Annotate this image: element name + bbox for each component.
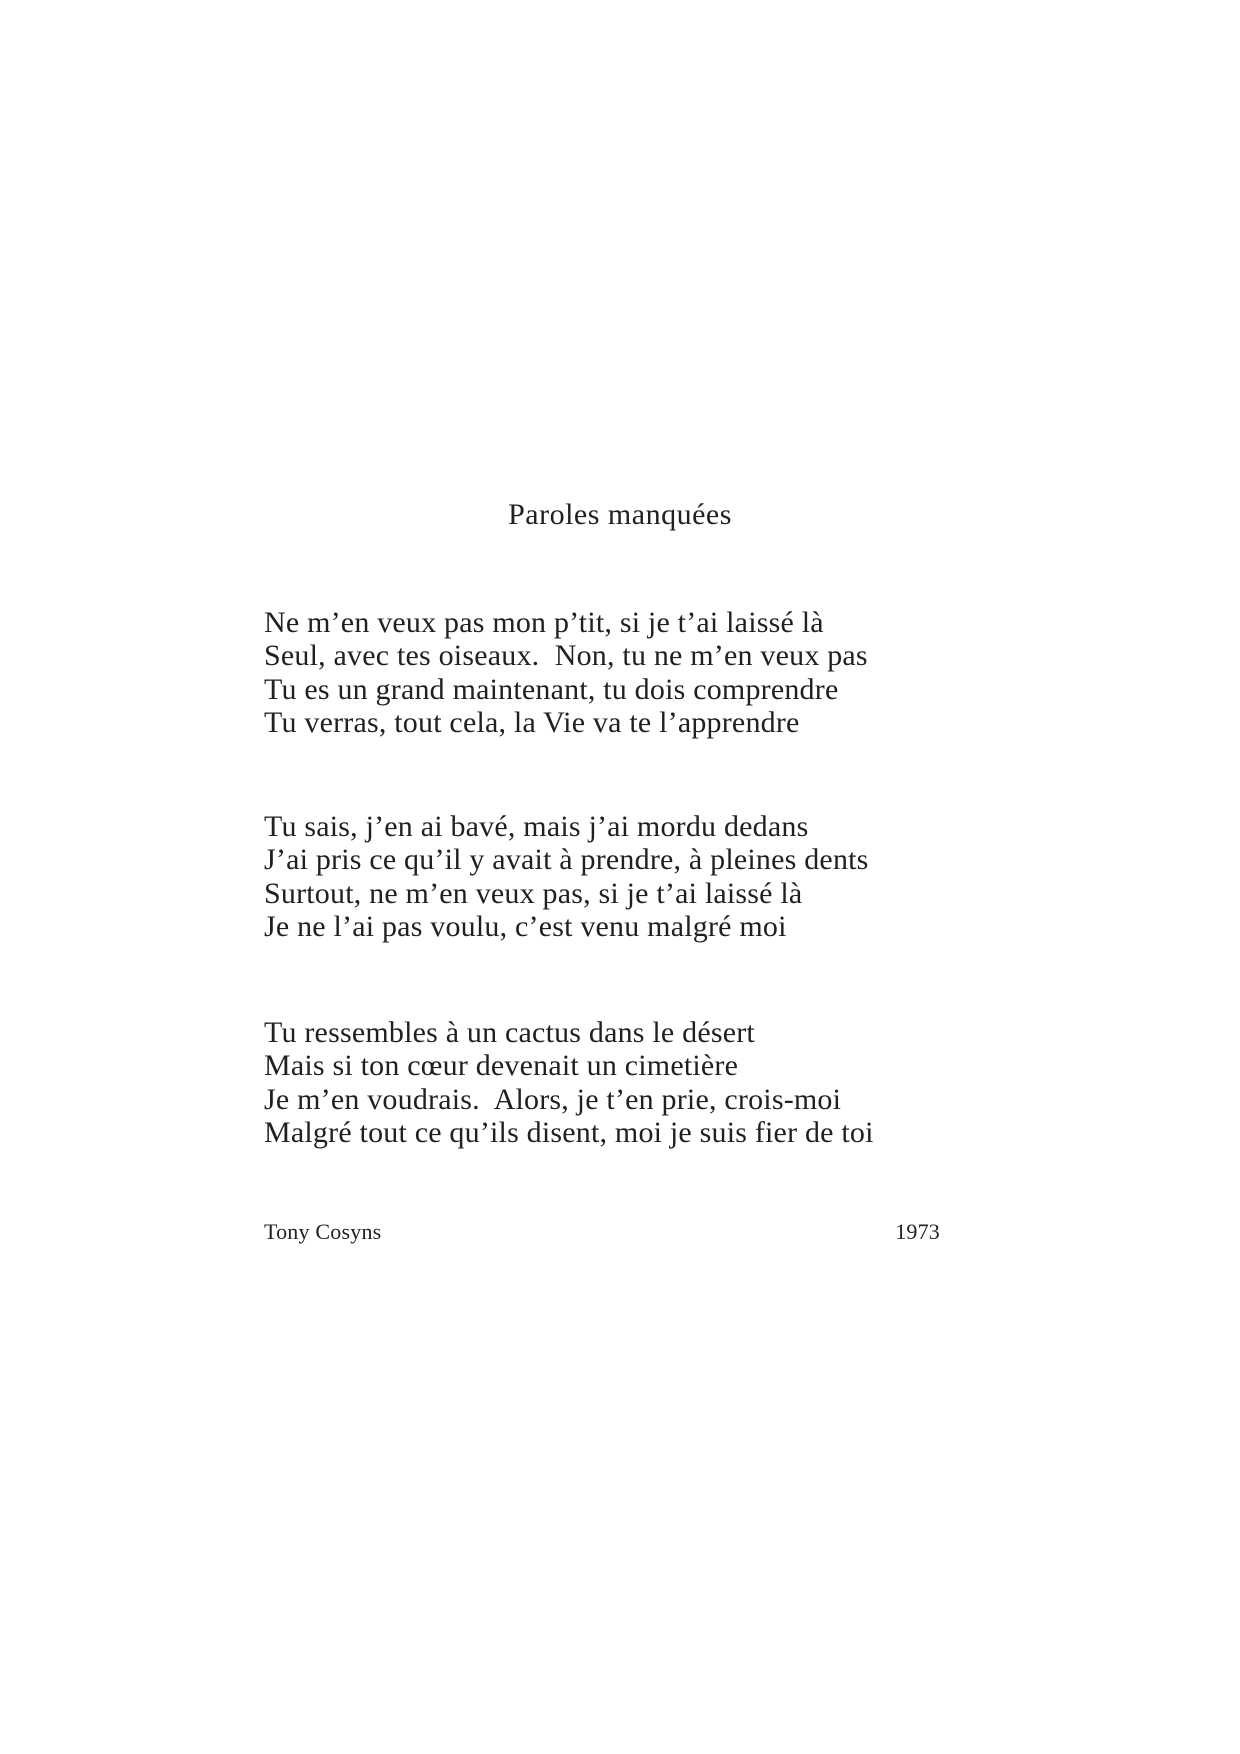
poem-line: Je m’en voudrais. Alors, je t’en prie, crois-moi [264, 1082, 842, 1116]
poem-line: Ne m’en veux pas mon p’tit, si je t’ai laissé là [264, 606, 824, 639]
poem-line: Mais si ton cœur devenait un cimetière [264, 1049, 739, 1083]
poem-line: Tu es un grand maintenant, tu dois comprendre [264, 672, 839, 706]
poem-line: Je ne l’ai pas voulu, c’est venu malgré moi [264, 910, 787, 944]
poem-title: Paroles manquées [508, 498, 732, 531]
footer-year: 1973 [895, 1219, 940, 1244]
poem-line: Tu sais, j’en ai bavé, mais j’ai mordu dedans [264, 810, 809, 843]
poem-line: Seul, avec tes oiseaux. Non, tu ne m’en veux pas [264, 639, 868, 673]
footer-row [264, 1219, 940, 1245]
stanza-3 [264, 1016, 1024, 1150]
poem-line: Surtout, ne m’en veux pas, si je t’ai laissé là [264, 876, 803, 910]
stanza-2 [264, 810, 1024, 944]
poem-line: J’ai pris ce qu’il y avait à prendre, à pleines dents [264, 843, 869, 877]
poem-line: Tu verras, tout cela, la Vie va te l’apprendre [264, 706, 800, 740]
poem-line: Tu ressembles à un cactus dans le désert [264, 1016, 755, 1049]
poem-line: Malgré tout ce qu’ils disent, moi je suis fier de toi [264, 1116, 874, 1150]
stanza-1 [264, 606, 1024, 740]
footer-author: Tony Cosyns [264, 1219, 382, 1244]
